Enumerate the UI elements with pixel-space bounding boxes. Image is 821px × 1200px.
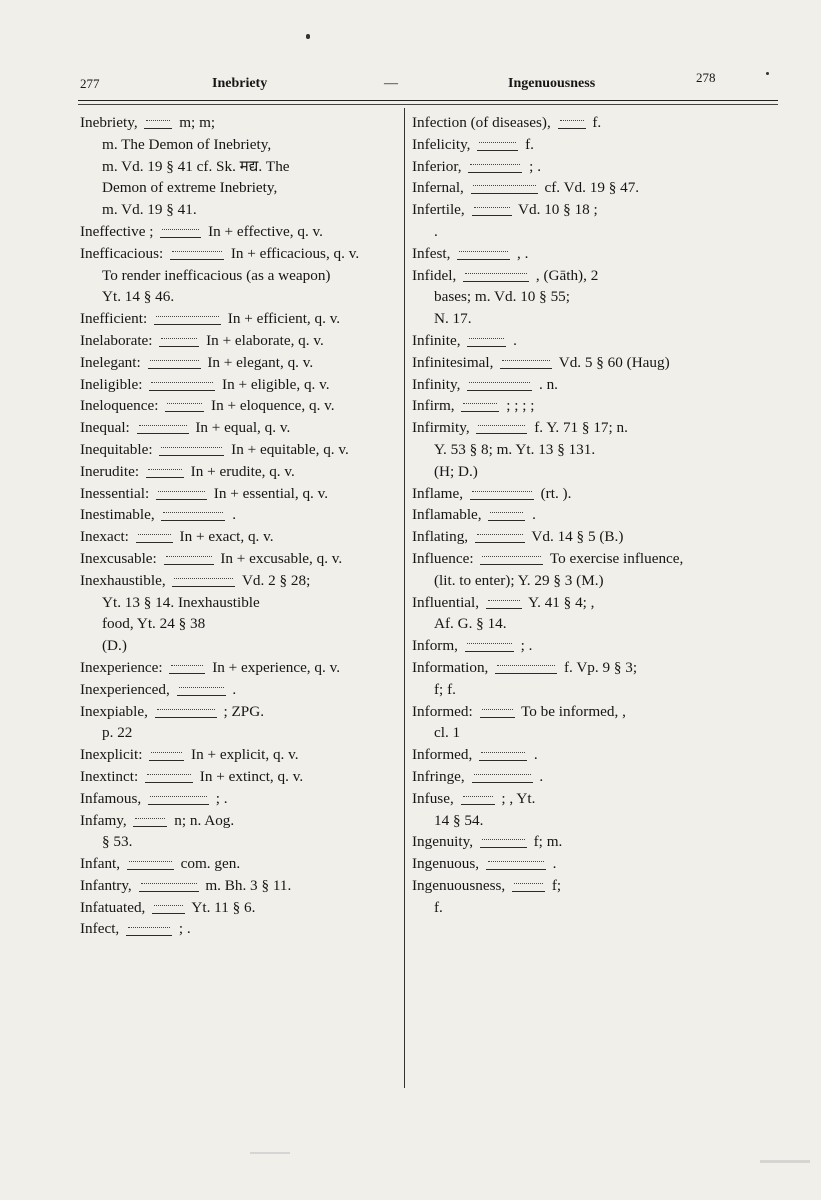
avestan-script-glyphs [164, 554, 214, 565]
avestan-script-glyphs [148, 358, 201, 369]
dictionary-entry [80, 701, 398, 745]
entry-continuation: p. 22 [102, 724, 133, 742]
avestan-script-glyphs [136, 532, 173, 543]
avestan-script-glyphs [156, 489, 207, 500]
entry-continuation: § 53. [102, 833, 133, 851]
entry-headword: Inelegant: [80, 353, 141, 371]
avestan-script-glyphs [480, 554, 543, 565]
paper-mark [250, 1152, 290, 1154]
avestan-script-glyphs [139, 881, 199, 892]
avestan-script-glyphs [476, 423, 527, 434]
entry-headword: Inflame, [412, 484, 464, 502]
avestan-script-glyphs [160, 227, 201, 238]
entry-headword: Infest, [412, 244, 451, 262]
entry-definition: n; n. Aog. [174, 811, 235, 829]
dictionary-entry [80, 548, 398, 570]
entry-headword: Infantry, [80, 876, 132, 894]
entry-definition: In + extinct, q. v. [199, 767, 304, 785]
entry-headword: Ineligible: [80, 375, 143, 393]
entry-definition: In + essential, q. v. [213, 484, 329, 502]
avestan-script-glyphs [486, 598, 522, 609]
ink-spot [306, 34, 310, 39]
entry-continuation: N. 17. [434, 310, 472, 328]
entry-headword: Infamous, [80, 789, 142, 807]
entry-headword: Inefficient: [80, 310, 148, 328]
entry-definition: In + erudite, q. v. [190, 462, 295, 480]
dictionary-entry [80, 461, 398, 483]
entry-definition: Vd. 5 § 60 (Haug) [558, 353, 670, 371]
dictionary-entry [412, 265, 780, 330]
entry-headword: Inefficacious: [80, 244, 164, 262]
dictionary-entry [412, 177, 780, 199]
avestan-script-glyphs [468, 162, 522, 173]
avestan-script-glyphs [149, 750, 184, 761]
entry-definition: . [552, 855, 557, 873]
entry-definition: ; . [529, 157, 541, 175]
entry-headword: Infatuated, [80, 898, 146, 916]
entry-definition: In + effective, q. v. [208, 222, 323, 240]
dictionary-entry [80, 526, 398, 548]
entry-headword: Informed: [412, 702, 473, 720]
dictionary-entry [80, 744, 398, 766]
left-page-number: 277 [80, 76, 100, 91]
entry-headword: Ingenuousness, [412, 876, 506, 894]
entry-continuation: food, Yt. 24 § 38 [102, 615, 206, 633]
entry-continuation: (D.) [102, 637, 127, 655]
entry-headword: Infelicity, [412, 135, 471, 153]
dictionary-entry [412, 788, 780, 832]
entry-definition: m; m; [179, 114, 216, 131]
dictionary-entry [412, 243, 780, 265]
entry-definition: Vd. 14 § 5 (B.) [531, 528, 624, 546]
avestan-script-glyphs [470, 489, 534, 500]
avestan-script-glyphs [475, 532, 525, 543]
dictionary-entry [80, 810, 398, 854]
avestan-script-glyphs [155, 707, 217, 718]
dictionary-entry [412, 134, 780, 156]
dictionary-entry [412, 112, 780, 134]
avestan-script-glyphs [149, 380, 215, 391]
entry-headword: Inform, [412, 637, 458, 655]
avestan-script-glyphs [144, 118, 172, 129]
entry-definition: ; . [215, 789, 228, 807]
entry-definition: . [513, 331, 517, 349]
dictionary-entry [412, 701, 780, 745]
entry-definition: In + efficient, q. v. [227, 310, 341, 328]
dictionary-entry [80, 417, 398, 439]
header-rule [78, 100, 778, 101]
dictionary-entry [412, 548, 780, 592]
avestan-script-glyphs [480, 707, 515, 718]
dictionary-entry [412, 374, 780, 396]
dictionary-entry [80, 875, 398, 897]
entry-headword: Influence: [412, 549, 474, 567]
entry-definition: In + elaborate, q. v. [206, 331, 324, 349]
entry-headword: Infamy, [80, 811, 127, 829]
entry-headword: Inessential: [80, 484, 150, 502]
entry-headword: Infinite, [412, 331, 461, 349]
right-page-number: 278 [696, 70, 716, 85]
dictionary-entry [412, 766, 780, 788]
dictionary-entry [412, 853, 780, 875]
entry-headword: Inelaborate: [80, 331, 153, 349]
ink-spot [766, 72, 769, 75]
entry-continuation: (lit. to enter); Y. 29 § 3 (M.) [434, 571, 604, 589]
entry-continuation: m. Vd. 19 § 41. [102, 201, 197, 219]
avestan-script-glyphs [488, 510, 525, 521]
entry-headword: Infirmity, [412, 419, 470, 437]
avestan-script-glyphs [480, 837, 527, 848]
entry-headword: Inequal: [80, 419, 130, 437]
avestan-script-glyphs [461, 794, 495, 805]
avestan-script-glyphs [161, 510, 225, 521]
avestan-script-glyphs [152, 903, 185, 914]
entry-headword: Inexact: [80, 528, 129, 546]
entry-continuation: m. The Demon of Inebriety, [102, 135, 272, 153]
avestan-script-glyphs [472, 205, 512, 216]
avestan-script-glyphs [159, 445, 224, 456]
dictionary-entry [412, 483, 780, 505]
entry-headword: Infringe, [412, 767, 465, 785]
avestan-script-glyphs [133, 816, 167, 827]
entry-continuation: m. Vd. 19 § 41 cf. Sk. मद्य. The [102, 157, 290, 175]
dictionary-entry [412, 199, 780, 243]
entry-headword: Inexcusable: [80, 549, 157, 567]
avestan-script-glyphs [558, 118, 586, 129]
entry-continuation: (H; D.) [434, 462, 478, 480]
avestan-script-glyphs [463, 271, 529, 282]
dictionary-entry [80, 918, 398, 940]
entry-definition: In + experience, q. v. [212, 658, 340, 676]
entry-definition: In + eligible, q. v. [222, 375, 330, 393]
dictionary-entry [412, 831, 780, 853]
entry-headword: Inextinct: [80, 767, 139, 785]
entry-definition: In + equitable, q. v. [231, 440, 349, 458]
entry-definition: f; [551, 876, 562, 894]
avestan-script-glyphs [472, 772, 533, 783]
entry-headword: Infinitesimal, [412, 353, 494, 371]
entry-headword: Ingenuity, [412, 833, 474, 851]
entry-definition: f. Vp. 9 § 3; [563, 658, 638, 676]
dictionary-entry [80, 504, 398, 526]
entry-definition: Y. 41 § 4; , [528, 593, 595, 611]
entry-definition: f. [592, 114, 602, 131]
header-rule-thin [78, 104, 778, 105]
entry-headword: Inexhaustible, [80, 571, 166, 589]
entry-definition: In + elegant, q. v. [207, 353, 314, 371]
entry-continuation: . [434, 222, 438, 240]
avestan-script-glyphs [486, 859, 546, 870]
entry-definition: In + efficacious, q. v. [230, 244, 360, 262]
avestan-script-glyphs [467, 380, 532, 391]
entry-definition: Yt. 11 § 6. [191, 898, 256, 916]
avestan-script-glyphs [154, 314, 221, 325]
right-column [412, 112, 780, 918]
entry-continuation: f; f. [434, 680, 456, 698]
entry-definition: Vd. 10 § 18 ; [518, 201, 598, 219]
dictionary-entry [80, 243, 398, 308]
dictionary-entry [412, 330, 780, 352]
dictionary-entry [412, 875, 780, 919]
dictionary-entry [80, 657, 398, 679]
dictionary-entry [412, 635, 780, 657]
avestan-script-glyphs [465, 641, 514, 652]
dictionary-entry [412, 504, 780, 526]
entry-headword: Inexperience: [80, 658, 163, 676]
left-column [80, 112, 398, 940]
entry-continuation: Demon of extreme Inebriety, [102, 179, 278, 197]
entry-headword: Infant, [80, 855, 121, 873]
column-divider [404, 108, 405, 1088]
entry-definition: Vd. 2 § 28; [241, 571, 311, 589]
dictionary-entry [412, 395, 780, 417]
avestan-script-glyphs [159, 336, 199, 347]
entry-headword: Information, [412, 658, 489, 676]
entry-continuation: Af. G. § 14. [434, 615, 507, 633]
avestan-script-glyphs [471, 183, 538, 194]
dictionary-entry [80, 330, 398, 352]
avestan-script-glyphs [172, 576, 235, 587]
entry-continuation: 14 § 54. [434, 811, 484, 829]
entry-definition: In + exact, q. v. [179, 528, 274, 546]
right-running-head: Ingenuousness [508, 76, 596, 91]
avestan-script-glyphs [495, 663, 557, 674]
entry-headword: Ineloquence: [80, 397, 159, 415]
entry-headword: Inferior, [412, 157, 462, 175]
dictionary-entry [80, 221, 398, 243]
entry-headword: Inflating, [412, 528, 469, 546]
entry-headword: Ingenuous, [412, 855, 480, 873]
dictionary-entry [412, 526, 780, 548]
dictionary-entry [80, 483, 398, 505]
dictionary-entry [80, 439, 398, 461]
entry-definition: f. Y. 71 § 17; n. [534, 419, 628, 437]
avestan-script-glyphs [137, 423, 189, 434]
entry-definition: cf. Vd. 19 § 47. [544, 179, 640, 197]
entry-headword: Inexplicit: [80, 746, 143, 764]
avestan-script-glyphs [467, 336, 506, 347]
avestan-script-glyphs [170, 249, 224, 260]
dictionary-entry [412, 657, 780, 701]
dictionary-entry [80, 352, 398, 374]
paper-mark [760, 1160, 810, 1163]
entry-definition: In + explicit, q. v. [191, 746, 299, 764]
dictionary-entry [80, 679, 398, 701]
dictionary-entry [412, 744, 780, 766]
dictionary-entry [80, 374, 398, 396]
avestan-script-glyphs [500, 358, 552, 369]
entry-headword: Infirm, [412, 397, 455, 415]
avestan-script-glyphs [461, 401, 499, 412]
entry-headword: Infernal, [412, 179, 464, 197]
dictionary-entry [80, 570, 398, 657]
dictionary-entry [80, 897, 398, 919]
avestan-script-glyphs [177, 685, 226, 696]
dictionary-entry [412, 592, 780, 636]
entry-definition: ; . [178, 920, 191, 938]
avestan-script-glyphs [148, 794, 209, 805]
entry-definition: To exercise influence, [549, 549, 684, 567]
avestan-script-glyphs [169, 663, 205, 674]
entry-headword: Infection (of diseases), [412, 114, 551, 131]
dictionary-entry [412, 417, 780, 482]
entry-headword: Inexpiable, [80, 702, 148, 720]
entry-headword: Inexperienced, [80, 680, 170, 698]
dictionary-entry [80, 853, 398, 875]
entry-definition: f; m. [533, 833, 563, 851]
entry-headword: Influential, [412, 593, 480, 611]
entry-definition: . [533, 746, 538, 764]
avestan-script-glyphs [479, 750, 527, 761]
avestan-script-glyphs [512, 881, 545, 892]
entry-definition: . [532, 506, 536, 524]
avestan-script-glyphs [477, 140, 518, 151]
dictionary-entry [80, 112, 398, 221]
entry-definition: ; , Yt. [501, 789, 536, 807]
header-dash: — [384, 76, 398, 91]
entry-headword: Inequitable: [80, 440, 153, 458]
avestan-script-glyphs [457, 249, 510, 260]
entry-headword: Inerudite: [80, 462, 140, 480]
entry-headword: Infuse, [412, 789, 454, 807]
avestan-script-glyphs [126, 925, 172, 936]
dictionary-entry [412, 352, 780, 374]
entry-definition: ; ; ; ; [506, 397, 535, 415]
entry-definition: ; . [520, 637, 533, 655]
avestan-script-glyphs [165, 401, 204, 412]
entry-definition: . [232, 680, 237, 698]
entry-definition: ; ZPG. [223, 702, 265, 720]
entry-definition: m. Bh. 3 § 11. [205, 876, 292, 894]
avestan-script-glyphs [127, 859, 174, 870]
entry-definition: In + excusable, q. v. [220, 549, 343, 567]
entry-headword: Infertile, [412, 201, 465, 219]
avestan-script-glyphs [145, 772, 193, 783]
entry-headword: Ineffective ; [80, 222, 154, 240]
entry-definition: , (Gāth), 2 [535, 266, 599, 284]
avestan-script-glyphs [146, 467, 184, 478]
entry-definition: (rt. ). [540, 484, 572, 502]
entry-headword: Infect, [80, 920, 120, 938]
entry-headword: Inebriety, [80, 114, 138, 131]
entry-definition: , . [516, 244, 529, 262]
entry-definition: f. [525, 135, 534, 153]
entry-definition: To be informed, , [521, 702, 626, 720]
entry-continuation: cl. 1 [434, 724, 461, 742]
left-running-head: Inebriety [212, 76, 268, 91]
entry-definition: com. gen. [180, 855, 241, 873]
entry-definition: . [232, 506, 237, 524]
entry-definition: . [539, 767, 544, 785]
entry-headword: Inestimable, [80, 506, 155, 524]
entry-headword: Inflamable, [412, 506, 482, 524]
entry-definition: In + eloquence, q. v. [211, 397, 335, 415]
entry-continuation: Yt. 13 § 14. Inexhaustible [102, 593, 260, 611]
dictionary-entry [80, 766, 398, 788]
entry-continuation: Yt. 14 § 46. [102, 288, 175, 306]
entry-headword: Infinity, [412, 375, 461, 393]
entry-headword: Infidel, [412, 266, 457, 284]
dictionary-entry [80, 788, 398, 810]
entry-continuation: bases; m. Vd. 10 § 55; [434, 288, 570, 306]
dictionary-entry [80, 308, 398, 330]
entry-definition: . n. [538, 375, 558, 393]
dictionary-entry [412, 156, 780, 178]
entry-headword: Informed, [412, 746, 473, 764]
dictionary-entry [80, 395, 398, 417]
entry-definition: In + equal, q. v. [195, 419, 291, 437]
entry-continuation: Y. 53 § 8; m. Yt. 13 § 131. [434, 440, 596, 458]
entry-continuation: f. [434, 898, 443, 916]
entry-continuation: To render inefficacious (as a weapon) [102, 266, 331, 284]
